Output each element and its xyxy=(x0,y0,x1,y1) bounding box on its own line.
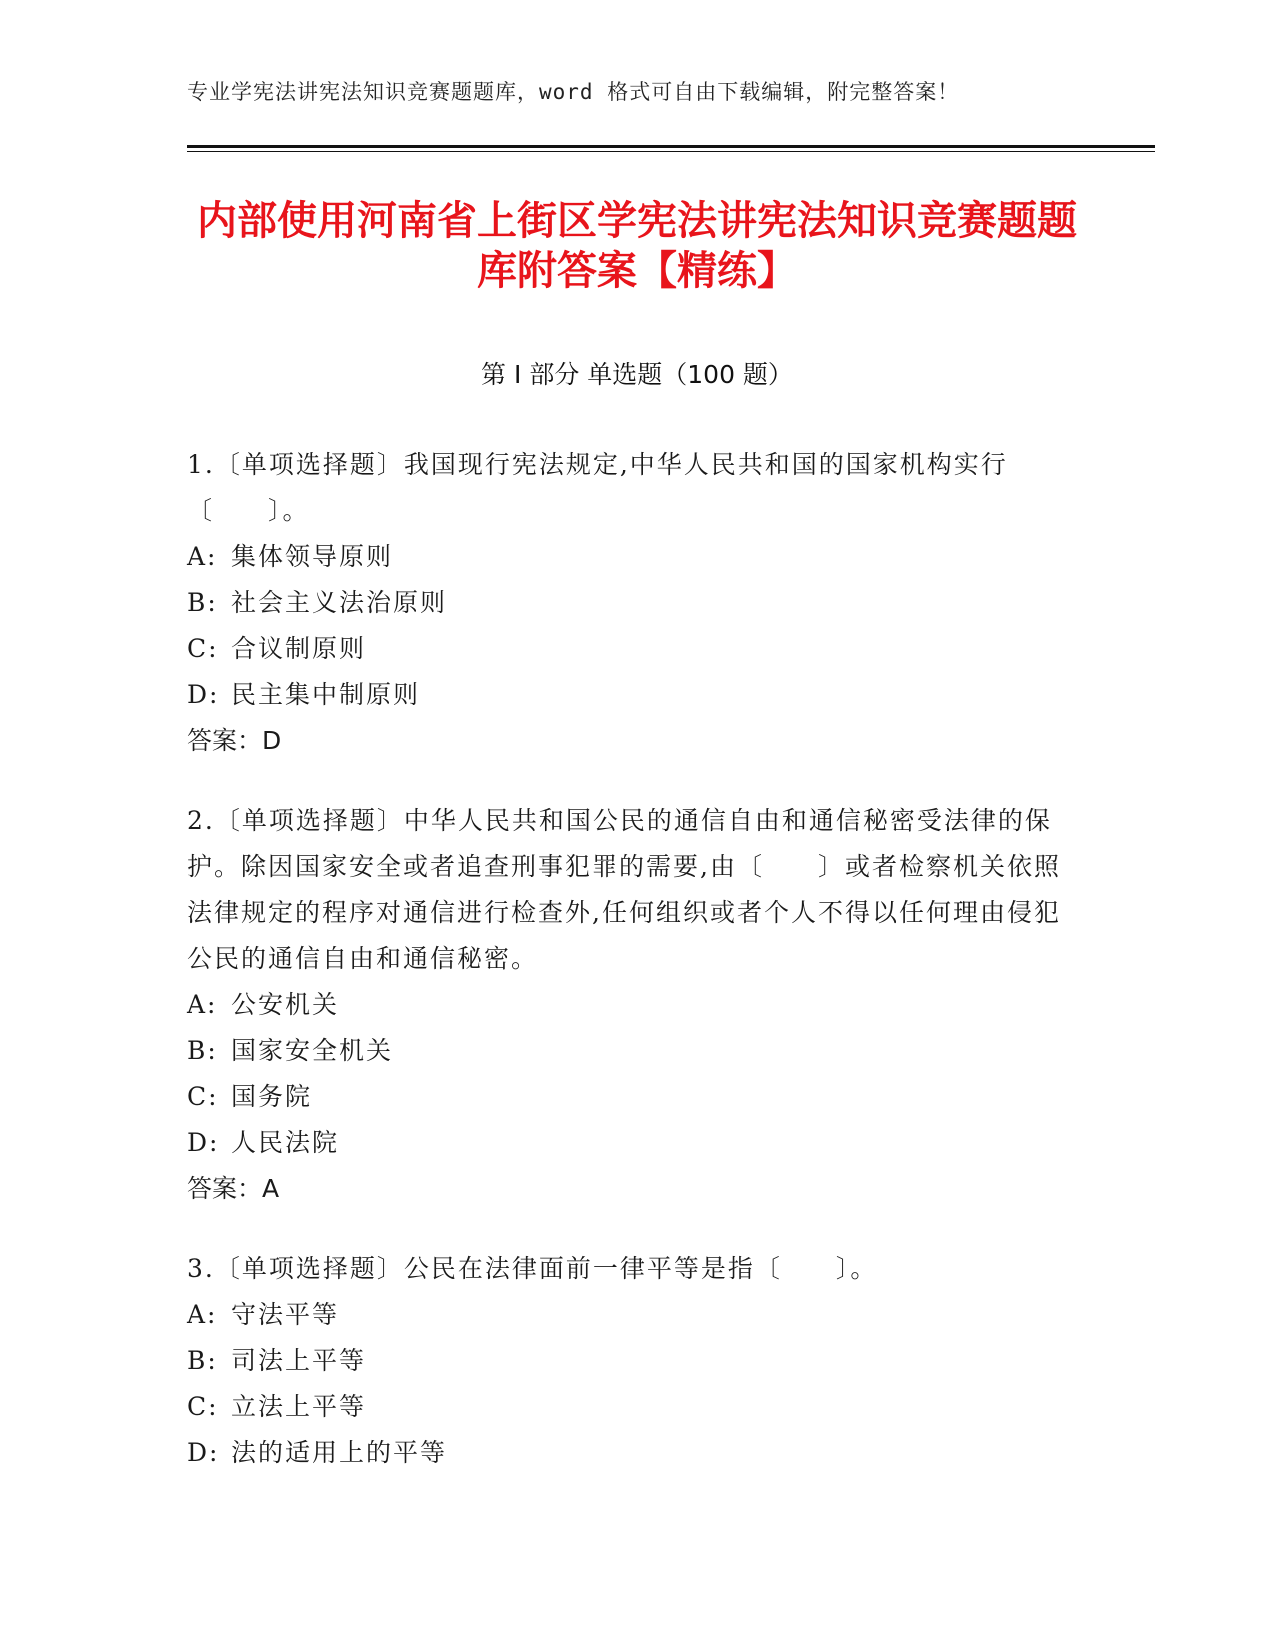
option-text: 公安机关 xyxy=(231,990,340,1019)
option-key: D: xyxy=(187,1128,220,1157)
option-text: 社会主义法治原则 xyxy=(231,588,448,617)
document-title: 内部使用河南省上街区学宪法讲宪法知识竞赛题题库附答案【精练】 xyxy=(197,198,1077,294)
option-key: B: xyxy=(187,1346,218,1375)
option-text: 国务院 xyxy=(231,1082,313,1111)
option-b xyxy=(187,1338,1087,1384)
option-key: C: xyxy=(187,1082,219,1111)
question-1 xyxy=(187,442,1087,764)
option-text: 司法上平等 xyxy=(231,1346,367,1375)
option-key: B: xyxy=(187,588,218,617)
question-3 xyxy=(187,1246,1087,1476)
option-text: 集体领导原则 xyxy=(231,542,394,571)
answer: 答案：A xyxy=(187,1174,280,1203)
option-c xyxy=(187,626,1087,672)
option-c xyxy=(187,1384,1087,1430)
option-key: A: xyxy=(187,542,218,571)
option-c xyxy=(187,1074,1087,1120)
option-a xyxy=(187,1292,1087,1338)
option-d xyxy=(187,1120,1087,1166)
option-text: 立法上平等 xyxy=(231,1392,367,1421)
option-text: 法的适用上的平等 xyxy=(231,1438,448,1467)
option-text: 合议制原则 xyxy=(231,634,367,663)
option-text: 人民法院 xyxy=(231,1128,340,1157)
header-rule-thick xyxy=(187,145,1155,148)
answer: 答案：D xyxy=(187,726,282,755)
option-text: 国家安全机关 xyxy=(231,1036,394,1065)
option-d xyxy=(187,1430,1087,1476)
question-2 xyxy=(187,798,1087,1212)
option-b xyxy=(187,580,1087,626)
option-key: C: xyxy=(187,1392,219,1421)
header-rule-thin xyxy=(187,151,1155,152)
option-b xyxy=(187,1028,1087,1074)
question-stem: 3.〔单项选择题〕公民在法律面前一律平等是指〔 〕。 xyxy=(187,1254,878,1283)
header-note: 专业学宪法讲宪法知识竞赛题题库，word 格式可自由下载编辑，附完整答案！ xyxy=(187,80,960,104)
option-key: D: xyxy=(187,1438,220,1467)
option-a xyxy=(187,534,1087,580)
question-stem: 1.〔单项选择题〕我国现行宪法规定,中华人民共和国的国家机构实行〔 〕。 xyxy=(187,450,1008,525)
option-a xyxy=(187,982,1087,1028)
option-text: 守法平等 xyxy=(231,1300,340,1329)
option-key: B: xyxy=(187,1036,218,1065)
option-key: A: xyxy=(187,990,218,1019)
option-key: A: xyxy=(187,1300,218,1329)
question-list xyxy=(187,442,1087,1510)
option-key: D: xyxy=(187,680,220,709)
option-d xyxy=(187,672,1087,718)
section-title: 第 I 部分 单选题（100 题） xyxy=(481,360,793,389)
question-stem: 2.〔单项选择题〕中华人民共和国公民的通信自由和通信秘密受法律的保护。除因国家安全或者追查刑事犯罪的需要,由〔 〕或者检察机关依照法律规定的程序对通信进行检查外,任何组织或者个人不得以任何理由侵犯公民的通信自由和通信秘密。 xyxy=(187,806,1061,973)
option-text: 民主集中制原则 xyxy=(231,680,421,709)
option-key: C: xyxy=(187,634,219,663)
